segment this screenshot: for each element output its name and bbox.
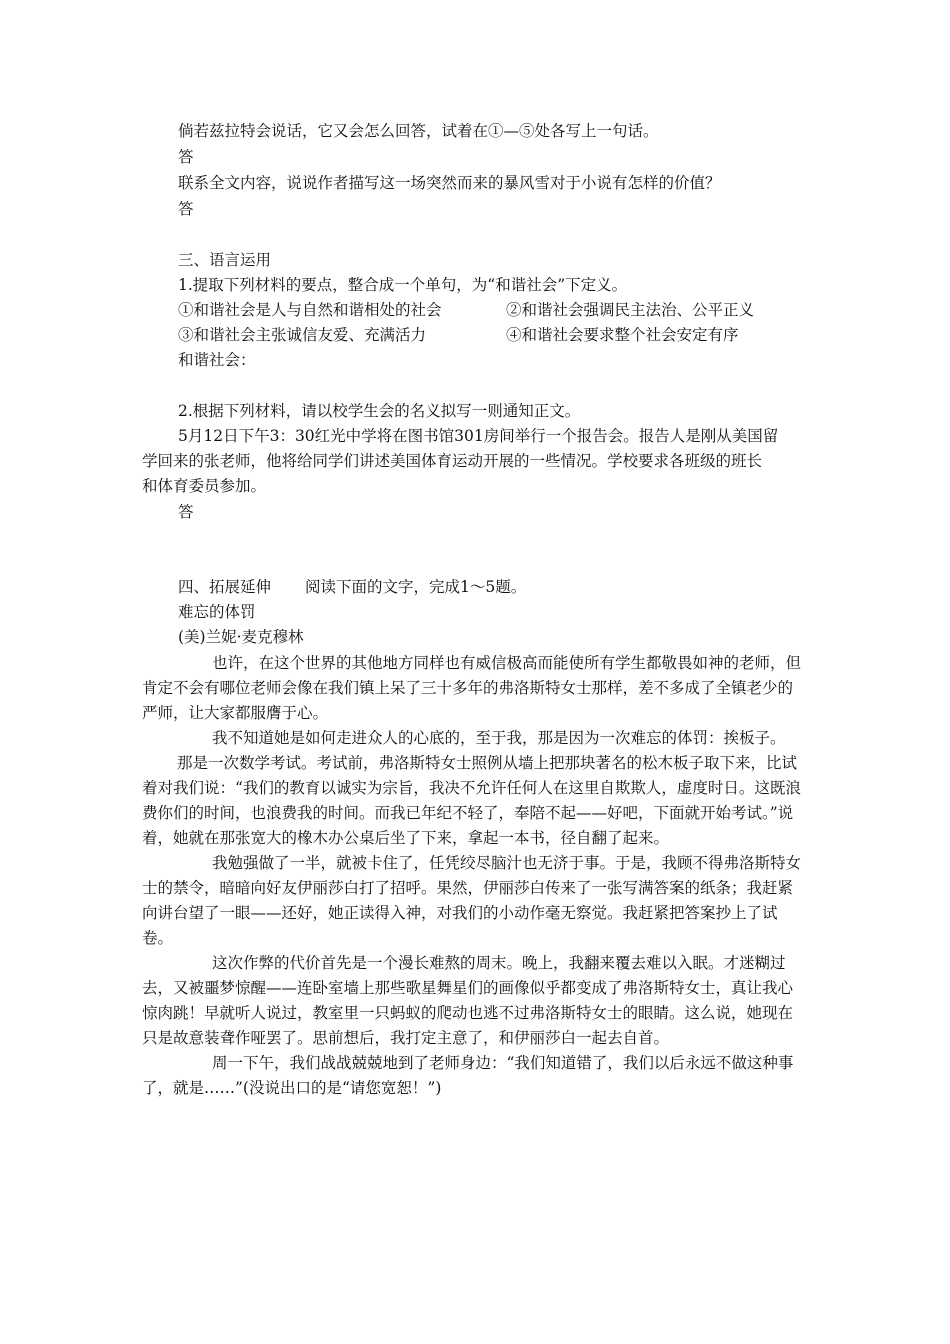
material-item-1: ①和谐社会是人与自然和谐相处的社会 — [178, 301, 442, 319]
answer-label: 答 — [178, 200, 194, 218]
question-harmonious-society: 1.提取下列材料的要点，整合成一个单句，为“和谐社会”下定义。 — [178, 276, 628, 294]
article-paragraph: 周一下午，我们战战兢兢地到了老师身边：“我们知道错了，我们以后永远不做这种事了，就是……”(没说出口的是“请您宽恕！”) — [142, 1054, 794, 1097]
material-item-2: ②和谐社会强调民主法治、公平正义 — [506, 301, 755, 319]
section-heading-extension: 四、拓展延伸 — [178, 578, 272, 596]
article-paragraph: 我不知道她是如何走进众人的心底的，至于我，那是因为一次难忘的体罚：挨板子。 — [212, 729, 786, 747]
material-line: 和体育委员参加。 — [142, 477, 267, 495]
material-line: 学回来的张老师，他将给同学们讲述美国体育运动开展的一些情况。学校要求各班级的班长 — [142, 452, 763, 470]
answer-label: 答 — [178, 503, 194, 521]
answer-label: 答 — [178, 148, 194, 166]
material-item-4: ④和谐社会要求整个社会安定有序 — [506, 326, 739, 344]
article-paragraph: 我勉强做了一半，就被卡住了，任凭绞尽脑汁也无济于事。于是，我顾不得弗洛斯特女士的禁令，暗暗向好友伊丽莎白打了招呼。果然，伊丽莎白传来了一张写满答案的纸条；我赶紧向讲台望了一眼——还好，她正读得入神，对我们的小动作毫无察觉。我赶紧把答案抄上了试卷。 — [142, 854, 802, 947]
question-storm: 联系全文内容，说说作者描写这一场突然而来的暴风雪对于小说有怎样的价值？ — [178, 174, 721, 192]
material-line: 5月12日下午3：30红光中学将在图书馆301房间举行一个报告会。报告人是刚从美国留 — [178, 427, 779, 445]
material-item-3: ③和谐社会主张诚信友爱、充满活力 — [178, 326, 427, 344]
article-author: (美)兰妮·麦克穆林 — [178, 628, 304, 646]
question-zelate: 倘若兹拉特会说话，它又会怎么回答，试着在①—⑤处各写上一句话。 — [178, 122, 659, 140]
section-heading-language-use: 三、语言运用 — [178, 251, 272, 269]
question-notice: 2.根据下列材料，请以校学生会的名义拟写一则通知正文。 — [178, 402, 581, 420]
definition-label: 和谐社会： — [178, 351, 256, 369]
article-title: 难忘的体罚 — [178, 603, 256, 621]
article-paragraph: 也许，在这个世界的其他地方同样也有威信极高而能使所有学生都敬畏如神的老师，但肯定不会有哪位老师会像在我们镇上呆了三十多年的弗洛斯特女士那样，差不多成了全镇老少的严师，让大家都服膺于心。 — [142, 654, 802, 722]
reading-instruction: 阅读下面的文字，完成1～5题。 — [305, 578, 527, 596]
article-paragraph: 这次作弊的代价首先是一个漫长难熬的周末。晚上，我翻来覆去难以入眠。才迷糊过去，又被噩梦惊醒——连卧室墙上那些歌星舞星们的画像似乎都变成了弗洛斯特女士，真让我心惊肉跳！早就听人说过，教室里一只蚂蚁的爬动也逃不过弗洛斯特女士的眼睛。这么说，她现在只是故意装聋作哑罢了。思前想后，我打定主意了，和伊丽莎白一起去自首。 — [142, 954, 794, 1047]
article-paragraph: 那是一次数学考试。考试前，弗洛斯特女士照例从墙上把那块著名的松木板子取下来，比试着对我们说：“我们的教育以诚实为宗旨，我决不允许任何人在这里自欺欺人，虚度时日。这既浪费你们的时间，也浪费我的时间。而我已年纪不轻了，奉陪不起——好吧，下面就开始考试。”说着，她就在那张宽大的橡木办公桌后坐了下来，拿起一本书，径自翻了起来。 — [142, 754, 801, 847]
